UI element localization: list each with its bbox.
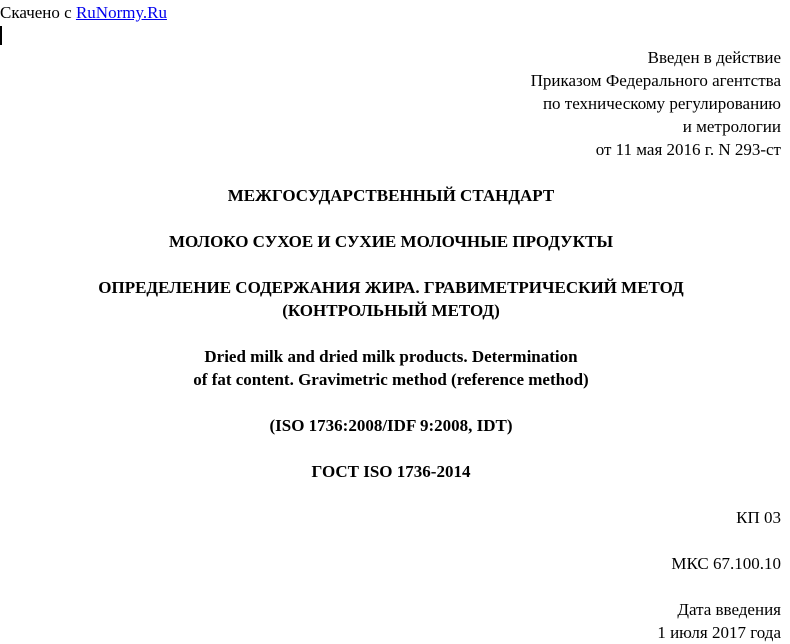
enactment-line: Приказом Федерального агентства [530,71,781,90]
kp-code: КП 03 [736,508,781,527]
english-title-line1: Dried milk and dried milk products. Determination [204,347,578,366]
mks-code: МКС 67.100.10 [671,554,781,573]
enactment-line: Введен в действие [647,48,781,67]
runormy-link[interactable]: RuNormy.Ru [75,3,167,22]
enactment-line: от 11 мая 2016 г. N 293-ст [595,140,781,159]
enactment-line: и метрологии [682,117,781,136]
english-title [0,345,782,391]
standard-type-heading: МЕЖГОСУДАРСТВЕННЫЙ СТАНДАРТ [227,186,555,205]
iso-reference: (ISO 1736:2008/IDF 9:2008, IDT) [269,416,513,435]
method-heading-line2: (КОНТРОЛЬНЫЙ МЕТОД) [282,301,500,320]
introduction-label: Дата введения [677,600,781,619]
product-heading: МОЛОКО СУХОЕ И СУХИЕ МОЛОЧНЫЕ ПРОДУКТЫ [168,232,614,251]
method-heading-line1: ОПРЕДЕЛЕНИЕ СОДЕРЖАНИЯ ЖИРА. ГРАВИМЕТРИЧЕСКИЙ МЕТОД [98,278,684,297]
gost-designation: ГОСТ ISO 1736-2014 [311,462,471,481]
english-title-line2: of fat content. Gravimetric method (reference method) [193,370,589,389]
enactment-block [531,46,781,161]
text-cursor [0,26,2,45]
introduction-date-block [657,598,781,644]
enactment-line: по техническому регулированию [542,94,781,113]
introduction-date: 1 июля 2017 года [657,623,781,642]
source-line [0,2,167,24]
source-prefix: Скачено с [0,3,76,22]
method-heading [0,276,782,322]
